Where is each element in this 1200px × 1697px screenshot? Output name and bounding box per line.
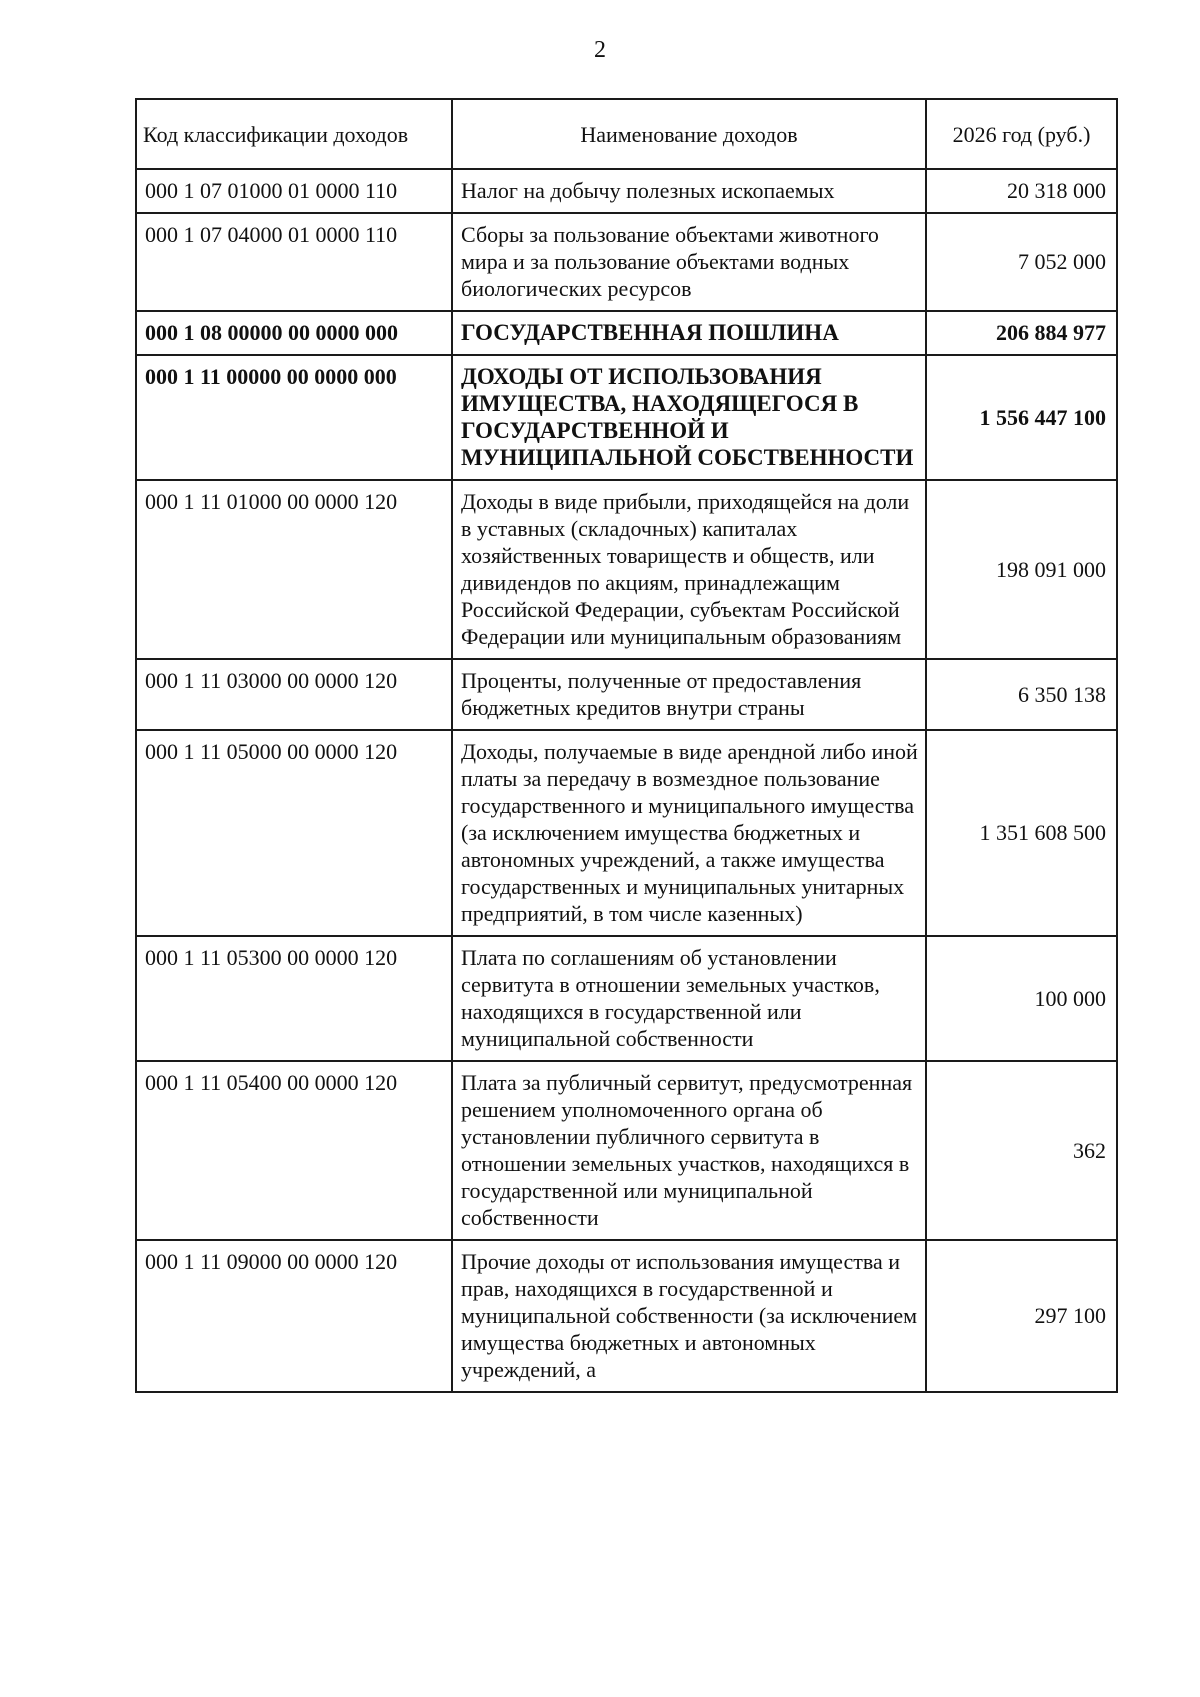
header-code: Код классификации доходов bbox=[136, 99, 452, 169]
row-amount: 1 556 447 100 bbox=[926, 355, 1117, 480]
row-amount: 198 091 000 bbox=[926, 480, 1117, 659]
row-name: Проценты, полученные от предоставления бюджетных кредитов внутри страны bbox=[452, 659, 926, 730]
row-name: Прочие доходы от использования имущества и прав, находящихся в государственной и муниципальной собственности (за исключением имущества бюджетных и автономных учреждений, а bbox=[452, 1240, 926, 1392]
row-code: 000 1 11 05000 00 0000 120 bbox=[136, 730, 452, 936]
row-name: Сборы за пользование объектами животного мира и за пользование объектами водных биологических ресурсов bbox=[452, 213, 926, 311]
row-amount: 362 bbox=[926, 1061, 1117, 1240]
row-code: 000 1 08 00000 00 0000 000 bbox=[136, 311, 452, 355]
header-amount: 2026 год (руб.) bbox=[926, 99, 1117, 169]
page-number: 2 bbox=[594, 37, 606, 63]
row-code: 000 1 11 05300 00 0000 120 bbox=[136, 936, 452, 1061]
row-name: ДОХОДЫ ОТ ИСПОЛЬЗОВАНИЯ ИМУЩЕСТВА, НАХОДЯЩЕГОСЯ В ГОСУДАРСТВЕННОЙ И МУНИЦИПАЛЬНОЙ СОБСТВЕННОСТИ bbox=[452, 355, 926, 480]
row-amount: 206 884 977 bbox=[926, 311, 1117, 355]
table-row bbox=[136, 213, 1117, 311]
row-code: 000 1 11 09000 00 0000 120 bbox=[136, 1240, 452, 1392]
table-row bbox=[136, 1061, 1117, 1240]
table-row bbox=[136, 1240, 1117, 1392]
header-name: Наименование доходов bbox=[452, 99, 926, 169]
table-row bbox=[136, 730, 1117, 936]
table-row bbox=[136, 659, 1117, 730]
row-amount: 297 100 bbox=[926, 1240, 1117, 1392]
table-row bbox=[136, 169, 1117, 213]
table-row bbox=[136, 480, 1117, 659]
row-code: 000 1 07 04000 01 0000 110 bbox=[136, 213, 452, 311]
row-amount: 20 318 000 bbox=[926, 169, 1117, 213]
table-row-section bbox=[136, 355, 1117, 480]
table-row-section bbox=[136, 311, 1117, 355]
row-code: 000 1 07 01000 01 0000 110 bbox=[136, 169, 452, 213]
income-table bbox=[135, 98, 1118, 1393]
row-code: 000 1 11 05400 00 0000 120 bbox=[136, 1061, 452, 1240]
row-name: Плата по соглашениям об установлении сервитута в отношении земельных участков, находящихся в государственной или муниципальной собственности bbox=[452, 936, 926, 1061]
row-code: 000 1 11 00000 00 0000 000 bbox=[136, 355, 452, 480]
row-name: Плата за публичный сервитут, предусмотренная решением уполномоченного органа об установлении публичного сервитута в отношении земельных участков, находящихся в государственной или муниципальной собственности bbox=[452, 1061, 926, 1240]
row-name: ГОСУДАРСТВЕННАЯ ПОШЛИНА bbox=[452, 311, 926, 355]
income-table-container bbox=[135, 98, 1116, 1393]
row-amount: 7 052 000 bbox=[926, 213, 1117, 311]
row-amount: 1 351 608 500 bbox=[926, 730, 1117, 936]
row-amount: 6 350 138 bbox=[926, 659, 1117, 730]
row-code: 000 1 11 03000 00 0000 120 bbox=[136, 659, 452, 730]
row-name: Налог на добычу полезных ископаемых bbox=[452, 169, 926, 213]
table-row bbox=[136, 936, 1117, 1061]
row-amount: 100 000 bbox=[926, 936, 1117, 1061]
row-code: 000 1 11 01000 00 0000 120 bbox=[136, 480, 452, 659]
row-name: Доходы, получаемые в виде арендной либо иной платы за передачу в возмездное пользование государственного и муниципального имущества (за исключением имущества бюджетных и автономных учреждений, а также имущества государственных и муниципальных унитарных предприятий, в том числе казенных) bbox=[452, 730, 926, 936]
row-name: Доходы в виде прибыли, приходящейся на доли в уставных (складочных) капиталах хозяйственных товариществ и обществ, или дивидендов по акциям, принадлежащим Российской Федерации, субъектам Российской Федерации или муниципальным образованиям bbox=[452, 480, 926, 659]
table-header-row bbox=[136, 99, 1117, 169]
